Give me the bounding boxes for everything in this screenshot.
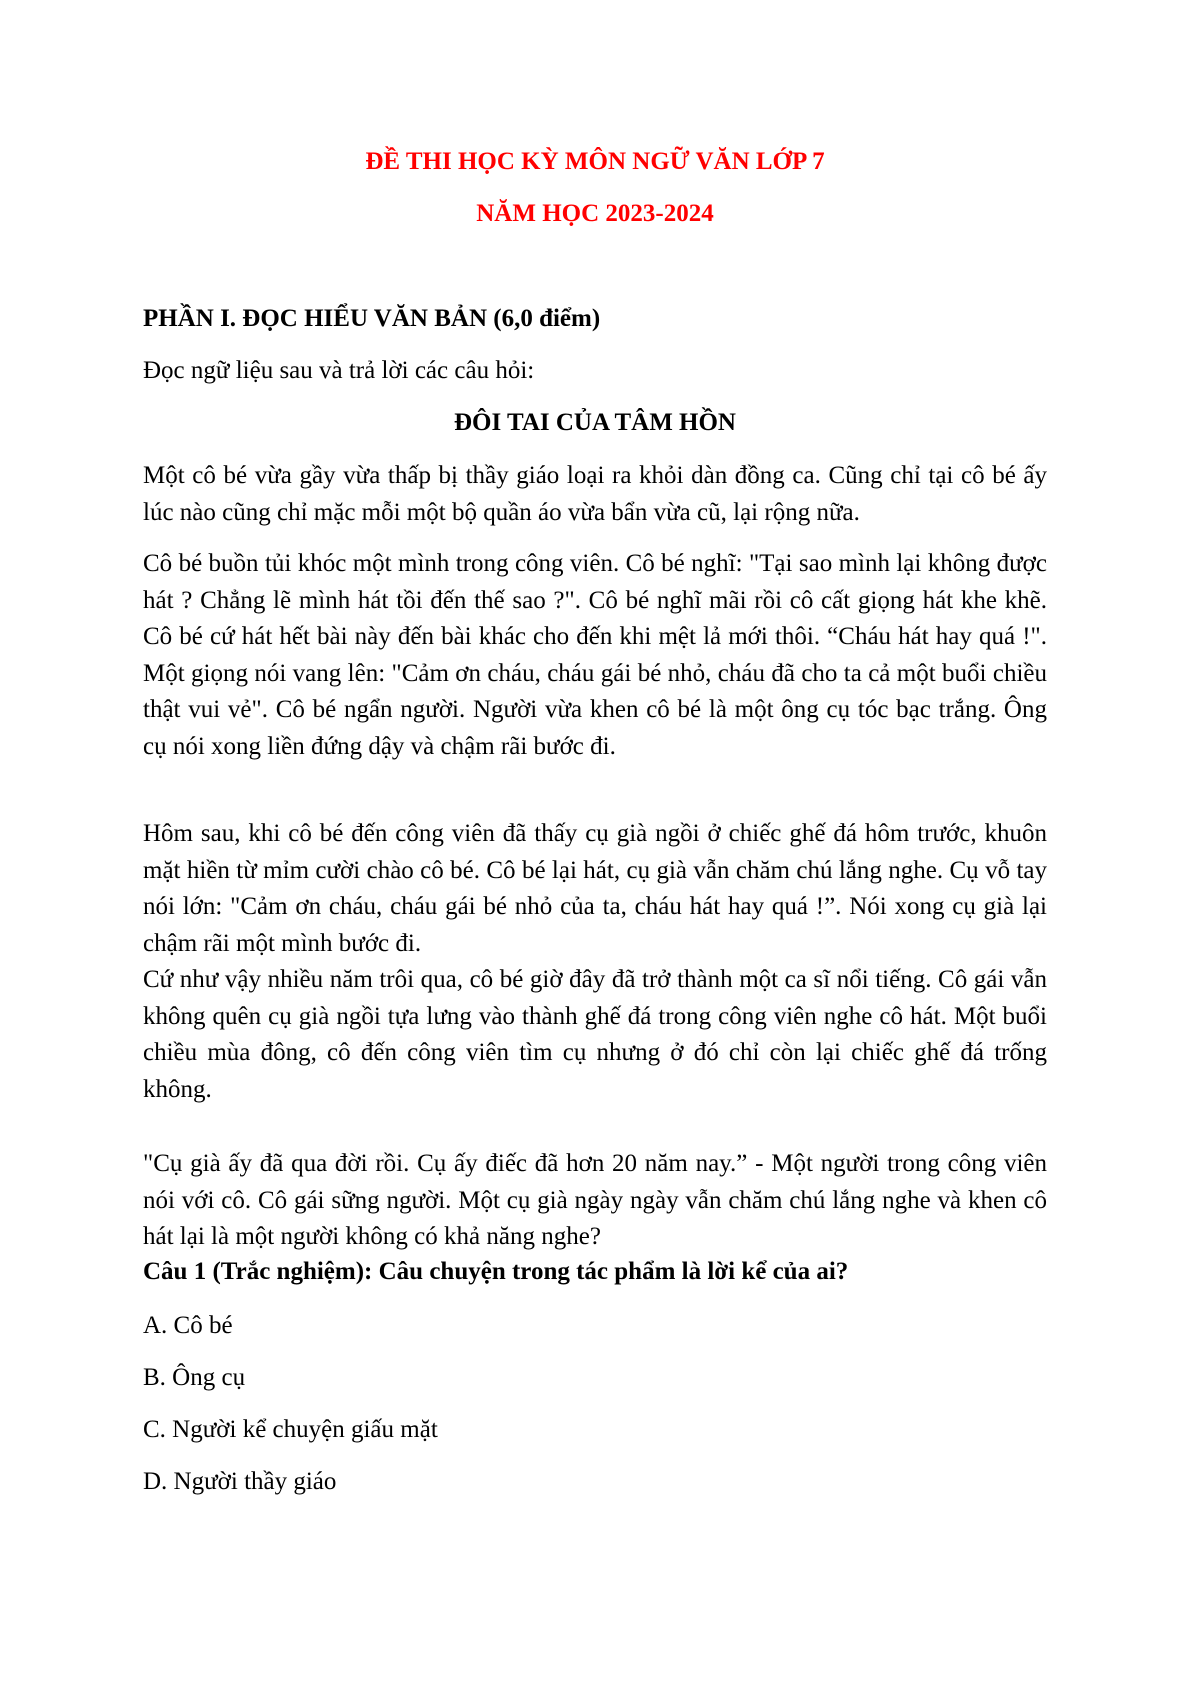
story-title: ĐÔI TAI CỦA TÂM HỒN [454,409,736,436]
question-1-option-a: A. Cô bé [143,1312,233,1339]
question-1-option-b: B. Ông cụ [143,1364,246,1391]
section-heading: PHẦN I. ĐỌC HIỂU VĂN BẢN (6,0 điểm) [143,305,601,332]
story-paragraph-1: Một cô bé vừa gầy vừa thấp bị thầy giáo loại ra khỏi dàn đồng ca. Cũng chỉ tại cô bé ấy lúc nào cũng chỉ mặc mỗi một bộ quần áo vừa bẩn vừa cũ, lại rộng nữa. [143,462,1047,526]
story-paragraph-5: "Cụ già ấy đã qua đời rồi. Cụ ấy điếc đã hơn 20 năm nay.” - Một người trong công viên nói với cô. Cô gái sững người. Một cụ già ngày ngày vẫn chăm chú lắng nghe và khen cô hát lại là một người không có khả năng nghe? [143,1150,1047,1250]
question-1-option-c: C. Người kể chuyện giấu mặt [143,1416,438,1443]
exam-title: ĐỀ THI HỌC KỲ MÔN NGỮ VĂN LỚP 7 [365,148,825,175]
story-paragraph-2: Cô bé buồn tủi khóc một mình trong công viên. Cô bé nghĩ: "Tại sao mình lại không được hát ? Chẳng lẽ mình hát tồi đến thế sao ?". Cô bé nghĩ mãi rồi cô cất giọng hát khe khẽ. Cô bé cứ hát hết bài này đến bài khác cho đến khi mệt lả mới thôi. “Cháu hát hay quá !". Một giọng nói vang lên: "Cảm ơn cháu, cháu gái bé nhỏ, cháu đã cho ta cả một buổi chiều thật vui vẻ". Cô bé ngẩn người. Người vừa khen cô bé là một ông cụ tóc bạc trắng. Ông cụ nói xong liền đứng dậy và chậm rãi bước đi. [143,550,1047,760]
story-paragraph-3: Hôm sau, khi cô bé đến công viên đã thấy cụ già ngồi ở chiếc ghế đá hôm trước, khuôn mặt hiền từ mỉm cười chào cô bé. Cô bé lại hát, cụ già vẫn chăm chú lắng nghe. Cụ vỗ tay nói lớn: "Cảm ơn cháu, cháu gái bé nhỏ của ta, cháu hát hay quá !”. Nói xong cụ già lại chậm rãi một mình bước đi. [143,820,1047,957]
instruction-text: Đọc ngữ liệu sau và trả lời các câu hỏi: [143,357,535,384]
question-1: Câu 1 (Trắc nghiệm): Câu chuyện trong tác phẩm là lời kể của ai? [143,1258,849,1285]
school-year-title: NĂM HỌC 2023-2024 [476,200,714,227]
question-1-option-d: D. Người thầy giáo [143,1468,337,1495]
story-paragraph-4: Cứ như vậy nhiều năm trôi qua, cô bé giờ đây đã trở thành một ca sĩ nổi tiếng. Cô gái vẫn không quên cụ già ngồi tựa lưng vào thành ghế đá trong công viên nghe cô hát. Một buổi chiều mùa đông, cô đến công viên tìm cụ nhưng ở đó chỉ còn lại chiếc ghế đá trống không. [143,966,1047,1103]
